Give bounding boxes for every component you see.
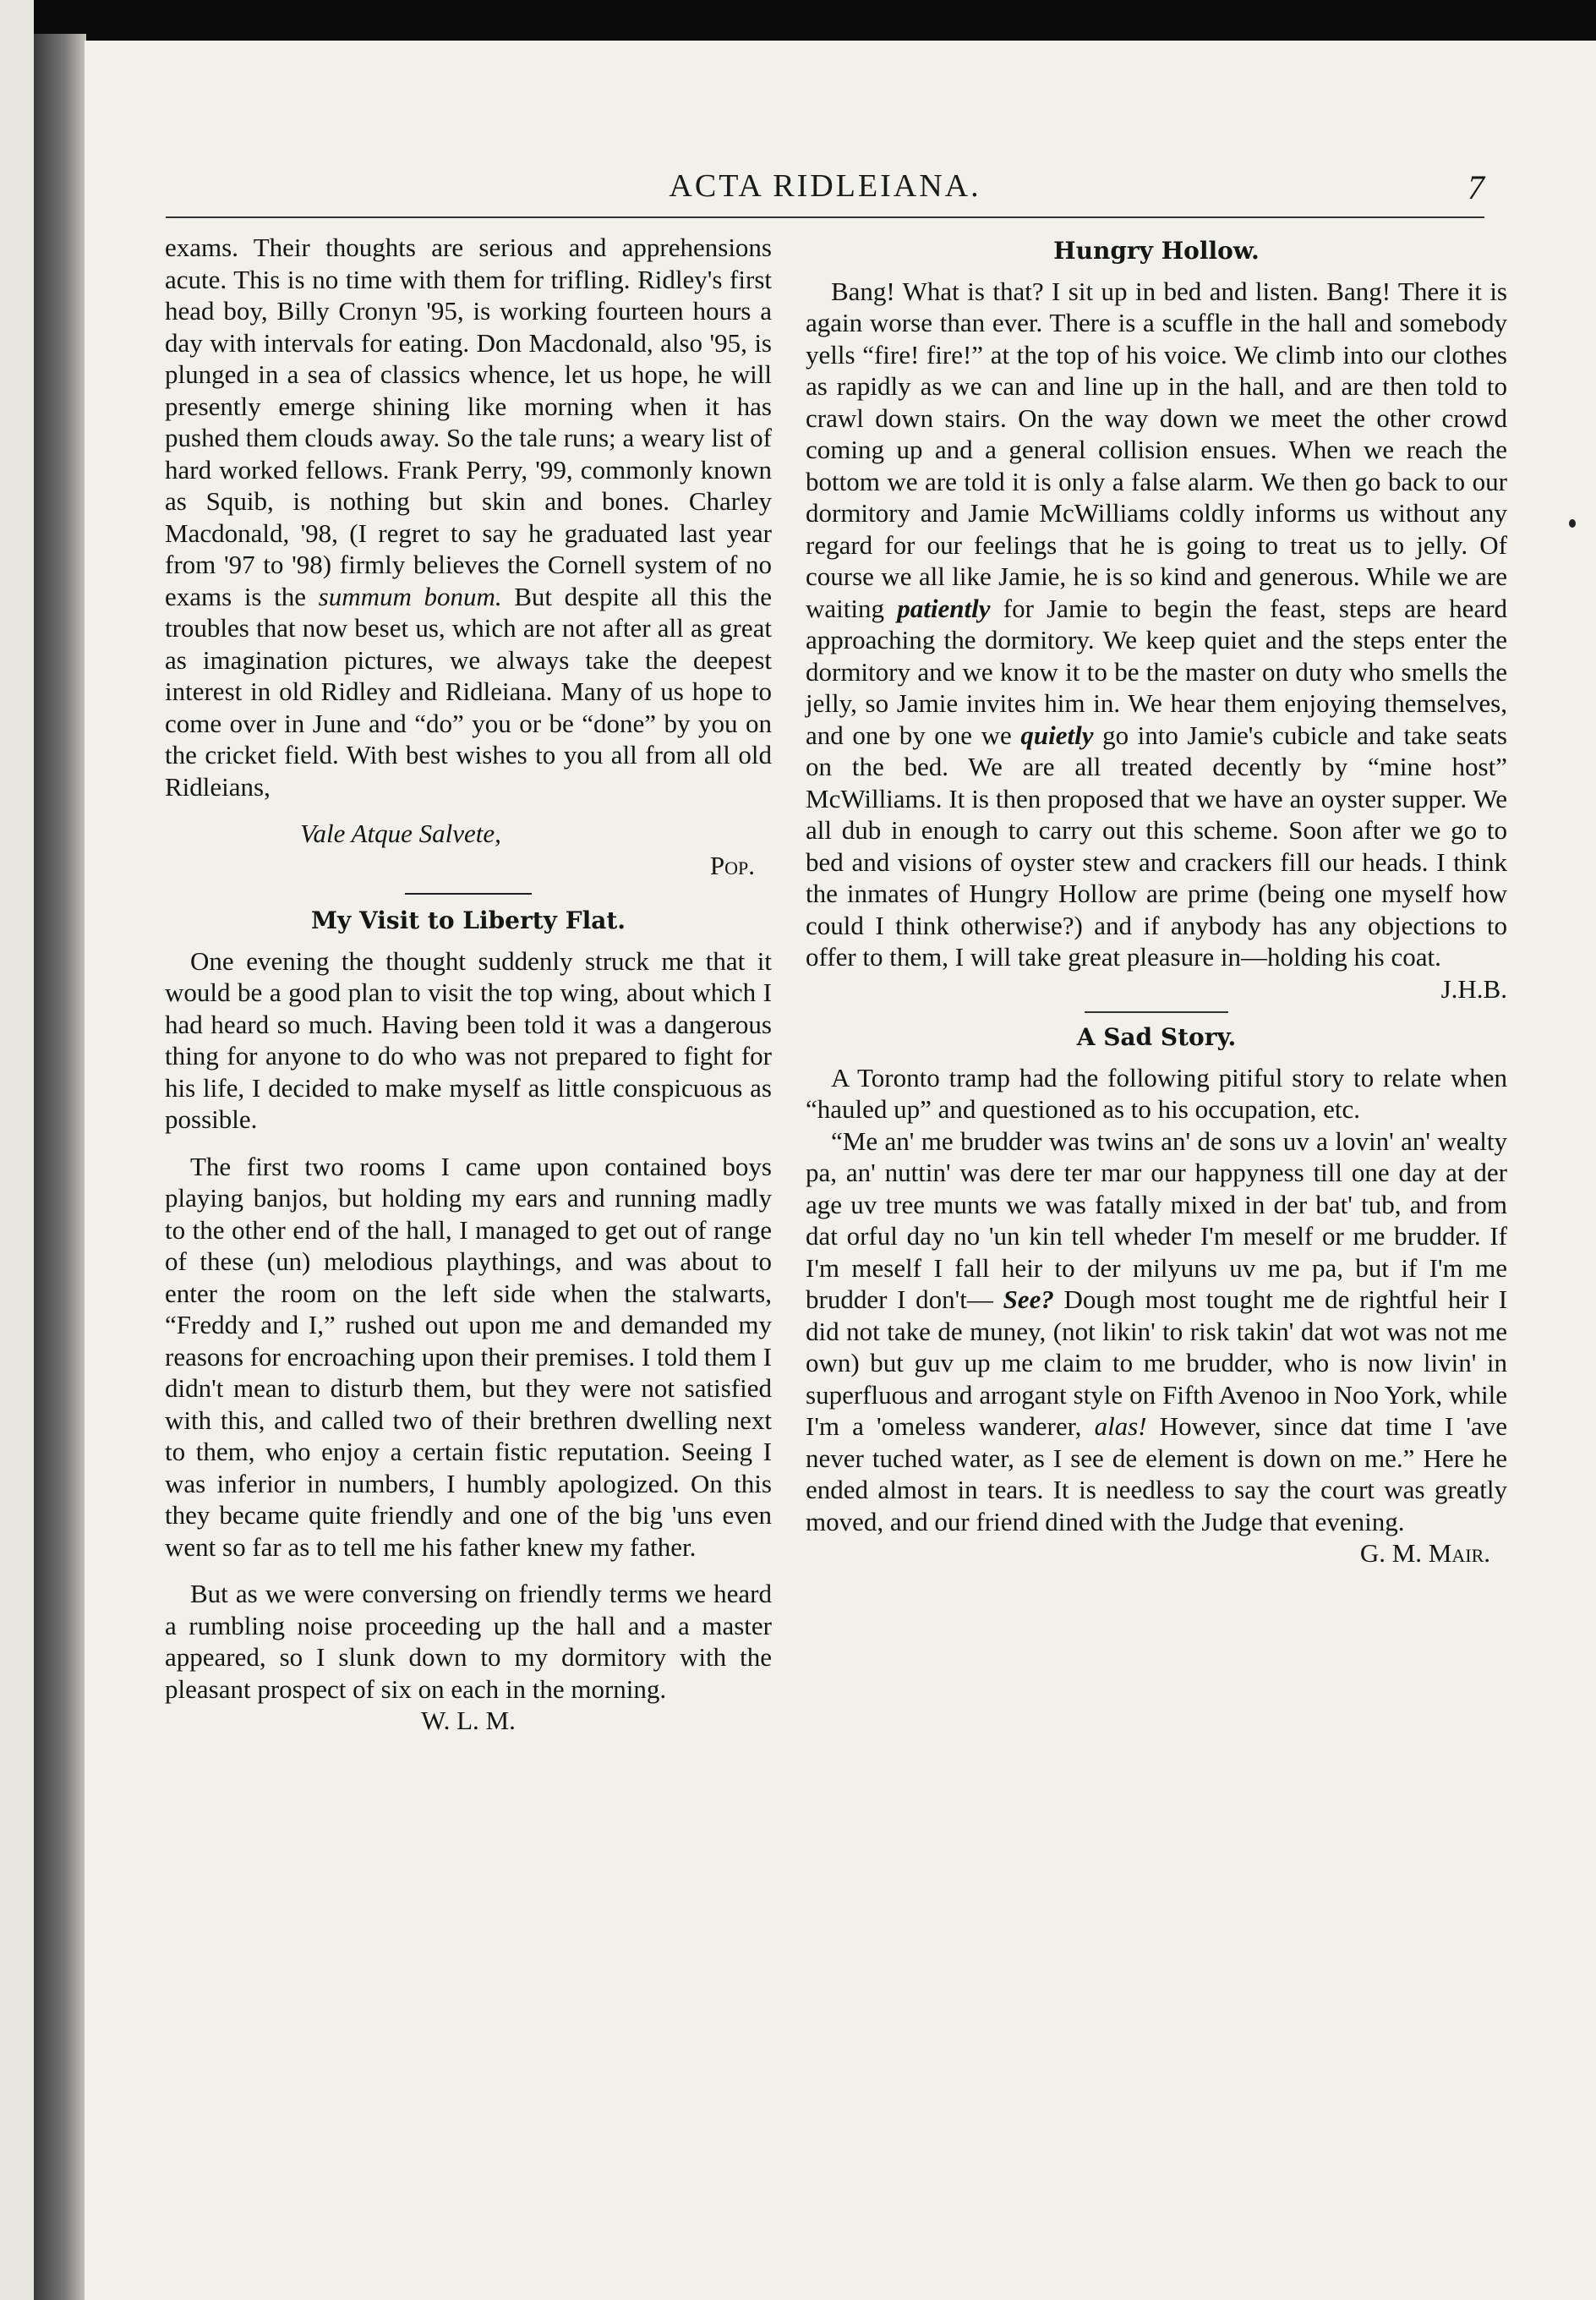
valediction: Vale Atque Salvete, (300, 819, 501, 848)
article-text: go into Jamie's cubicle and take seats on the bed. We are all treated decently by “mine host” McWilliams. It is then proposed that we have an oyster supper. We all dub in enough to carry out this scheme. Soon after we go to bed and visions of oyster stew and crackers fill our heads. I think the inmates of Hungry Hollow are prime (being one myself how could I think otherwise?) and if anybody has any objections to offer to them, I will take great pleasure in—holding his coat. (806, 720, 1507, 972)
article-paragraph (806, 1125, 1507, 1538)
header-rule (166, 216, 1484, 218)
document-page (85, 41, 1596, 2300)
letter-text: exams. Their thoughts are serious and apprehensions acute. This is no time with them for trifling. Ridley's first head boy, Billy Cronyn '95, is working fourteen hours a day with intervals for eating. Don Macdonald, also '95, is plunged in a sea of classics whence, let us hope, he will presently emerge shining like morning when it has pushed them clouds away. So the tale runs; a weary list of hard worked fellows. Frank Perry, '99, commonly known as Squib, is nothing but skin and bones. Charley Macdonald, '98, (I regret to say he graduated last year from '97 to '98) firmly believes the Cornell system of no exams is the (165, 233, 772, 611)
article-text: for Jamie to begin the feast, steps are heard approaching the dormitory. We keep quiet and the steps enter the dormitory and we know it to be the master on duty who smells the jelly, so Jamie invites him in. We hear them enjoying themselves, and one by one we (806, 593, 1508, 750)
article-emphasis: quietly (1020, 720, 1094, 750)
scan-margin (0, 0, 34, 2300)
article-text: However, since dat time I 'ave never tuched water, as I see de element is down on me.” Here he ended almost in tears. It is needless to say the court was greatly moved, and our friend dined with the Judge that evening. (806, 1411, 1508, 1536)
page-number: 7 (1468, 168, 1484, 206)
ink-speck (1569, 519, 1576, 528)
article-paragraph: But as we were conversing on friendly terms we heard a rumbling noise proceeding up the hall and a master appeared, so I slunk down to my dormitory with the pleasant prospect of six on each in the morning. (165, 1579, 772, 1704)
article-paragraph (806, 276, 1508, 1004)
binding-shadow (34, 34, 86, 2300)
article-emphasis: See? (1003, 1284, 1054, 1314)
article-title-hungry-hollow: Hungry Hollow. (1053, 237, 1260, 265)
letter-emphasis: summum bonum. (318, 581, 502, 611)
signature-wlm: W. L. M. (421, 1706, 516, 1735)
left-column (165, 232, 772, 1737)
article-title-liberty-flat: My Visit to Liberty Flat. (310, 906, 626, 934)
article-paragraph: One evening the thought suddenly struck me that it would be a good plan to visit the top wing, about which I had heard so much. Having been told it was a dangerous thing for anyone to do who was not prepared to fight for his life, I decided to make myself as little conspicuous as possible. (165, 945, 772, 1134)
article-paragraph: The first two rooms I came upon contained boys playing banjos, but holding my ears and running madly to the other end of the hall, I managed to get out of range of these (un) melodious playthings, and was about to enter the room on the left side when the stalwarts, “Freddy and I,” rushed out upon me and demanded my reasons for encroaching upon their premises. I told them I didn't mean to disturb them, but they were not satisfied with this, and called two of their brethren dwelling next to them, who enjoy a certain fistic reputation. Seeing I was inferior in numbers, I humbly apologized. On this they became quite friendly and one of the big 'uns even went so far as to tell me his father knew my father. (165, 1151, 772, 1562)
article-paragraph: A Toronto tramp had the following pitiful story to relate when “hauled up” and questioned as to his occupation, etc. (806, 1062, 1507, 1124)
letter-paragraph (165, 232, 772, 802)
article-title-sad-story: A Sad Story. (1076, 1023, 1237, 1051)
article-emphasis: patiently (897, 593, 991, 623)
article-text: Bang! What is that? I sit up in bed and listen. Bang! There it is again worse than ever. There is a scuffle in the hall and somebody yells “fire! fire!” at the top of his voice. We climb into our clothes as rapidly as we can and line up in the hall, and are then told to crawl down stairs. On the way down we meet the other crowd coming up and a general collision ensues. When we reach the bottom we are told it is only a false alarm. We then go back to our dormitory and Jamie McWilliams coldly informs us without any regard for our feelings that he is going to treat us to jelly. Of course we all like Jamie, he is so kind and generous. While we are waiting (806, 276, 1507, 623)
article-text: Dough most tought me de rightful heir I did not take de muney, (not likin' to risk takin' dat wot was not me own) but guv up me claim to me brudder, who is now livin' in superfluous and arrogant style on Fifth Avenoo in Noo York, while I'm a 'omeless wanderer, (806, 1284, 1508, 1441)
running-title: ACTA RIDLEIANA. (669, 168, 981, 204)
letter-text-end: But despite all this the troubles that now beset us, which are not after all as great as imagination pictures, we always take the deepest interest in old Ridley and Ridleiana. Many of us hope to come over in June and “do” you or be “done” by you on the cricket field. With best wishes to you all from all old Ridleians, (165, 581, 772, 802)
signature-mair: G. M. Mair. (1359, 1538, 1490, 1568)
signature-jhb: J.H.B. (1440, 973, 1507, 1004)
right-column (806, 232, 1507, 1569)
section-divider (405, 893, 532, 895)
page-header (166, 167, 1484, 222)
article-text: “Me an' me brudder was twins an' de sons uv a lovin' an' wealty pa, an' nuttin' was dere ter mar our happyness till one day at der age uv tree munts we was fatally mixed in der bat' tub, and from dat orful day no 'un kin tell wheder I'm meself or me brudder. If I'm meself I fall heir to der milyuns uv me pa, but if I'm me brudder I don't— (806, 1125, 1507, 1314)
signature-pop: Pop. (709, 850, 755, 880)
section-divider (1085, 1011, 1228, 1013)
article-emphasis: alas! (1094, 1411, 1147, 1441)
